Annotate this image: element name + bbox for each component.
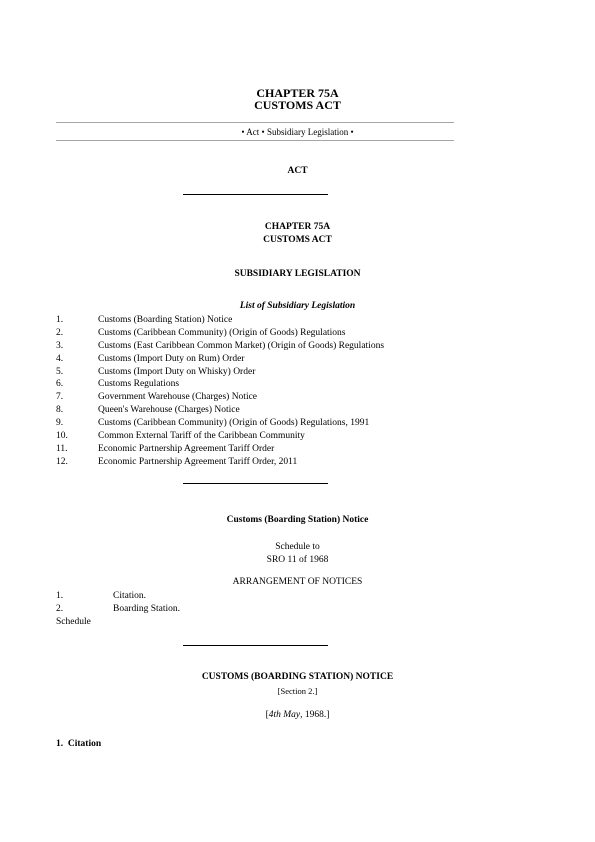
nav-bullet: • [261, 127, 265, 137]
list-item-text[interactable]: Common External Tariff of the Caribbean Community [98, 431, 305, 442]
subsidiary-list [56, 314, 476, 469]
list-item-text[interactable]: Queen's Warehouse (Charges) Notice [98, 405, 240, 416]
date-day-month: 4th May [268, 710, 301, 720]
date-open: [ [265, 710, 269, 720]
chapter-heading: CHAPTER 75A [264, 222, 331, 232]
list-item[interactable] [56, 353, 476, 366]
nav-top-rule [56, 122, 454, 123]
list-item-number: 12. [56, 456, 68, 467]
nav-bullet: • [241, 127, 245, 137]
arrangement-heading: ARRANGEMENT OF NOTICES [232, 577, 363, 587]
act-heading: ACT [287, 166, 308, 176]
arrangement-item-text[interactable]: Boarding Station. [113, 603, 181, 614]
list-item[interactable] [56, 378, 476, 391]
arrangement-item[interactable] [56, 603, 356, 616]
section-number: 1. [56, 739, 64, 749]
list-item-number: 4. [56, 353, 64, 364]
arrangement-item[interactable] [56, 616, 356, 629]
chapter-title: CHAPTER 75A [256, 86, 339, 100]
list-item-text[interactable]: Customs Regulations [98, 379, 180, 390]
list-item-text[interactable]: Economic Partnership Agreement Tariff Order [98, 443, 275, 454]
arrangement-list [56, 590, 356, 629]
arrangement-item[interactable] [56, 590, 356, 603]
divider-rule [183, 483, 328, 484]
list-item[interactable] [56, 443, 476, 456]
list-item[interactable] [56, 456, 476, 469]
section-nav [0, 127, 595, 137]
commencement-date [0, 710, 595, 720]
act-subheading: CUSTOMS ACT [263, 235, 332, 245]
date-rest: , 1968.] [300, 710, 330, 720]
nav-link-subsidiary-legislation[interactable]: Subsidiary Legislation [266, 127, 349, 137]
list-item-number: 9. [56, 418, 64, 429]
section-title: Citation [67, 739, 102, 749]
list-item[interactable] [56, 366, 476, 379]
arrangement-item-number: 2. [56, 603, 64, 614]
list-item-number: 3. [56, 340, 64, 351]
schedule-to: Schedule to [275, 542, 320, 552]
list-item[interactable] [56, 404, 476, 417]
list-item-text[interactable]: Customs (Caribbean Community) (Origin of Goods) Regulations [98, 327, 346, 338]
arrangement-item-text[interactable]: Citation. [113, 591, 146, 601]
list-title: List of Subsidiary Legislation [239, 301, 356, 311]
arrangement-schedule[interactable]: Schedule [56, 616, 91, 627]
list-item[interactable] [56, 340, 476, 353]
list-item-number: 7. [56, 392, 64, 403]
list-item-text[interactable]: Customs (East Caribbean Common Market) (Origin of Goods) Regulations [98, 340, 385, 351]
sro-reference: SRO 11 of 1968 [266, 555, 329, 565]
nav-bottom-rule [56, 140, 454, 141]
list-item[interactable] [56, 314, 476, 327]
list-item-text[interactable]: Economic Partnership Agreement Tariff Order, 2011 [98, 456, 298, 467]
list-item-text[interactable]: Customs (Boarding Station) Notice [98, 315, 233, 325]
notice-heading: Customs (Boarding Station) Notice [226, 515, 369, 525]
list-item-number: 11. [56, 443, 68, 454]
list-item-number: 10. [56, 431, 68, 442]
list-item-number: 1. [56, 315, 64, 325]
section-heading [56, 739, 101, 749]
act-title: CUSTOMS ACT [254, 98, 341, 112]
list-item-number: 8. [56, 405, 64, 416]
list-item-number: 2. [56, 327, 64, 338]
nav-link-act[interactable]: Act [246, 127, 260, 137]
divider-rule [183, 645, 328, 646]
list-item-number: 5. [56, 366, 64, 377]
list-item[interactable] [56, 327, 476, 340]
subsidiary-legislation-heading: SUBSIDIARY LEGISLATION [234, 269, 361, 279]
list-item-number: 6. [56, 379, 64, 390]
section-reference: [Section 2.] [277, 686, 318, 696]
list-item-text[interactable]: Customs (Caribbean Community) (Origin of Goods) Regulations, 1991 [98, 418, 370, 429]
list-item-text[interactable]: Customs (Import Duty on Rum) Order [98, 353, 245, 364]
list-item[interactable] [56, 430, 476, 443]
list-item[interactable] [56, 417, 476, 430]
arrangement-item-number: 1. [56, 591, 64, 601]
nav-bullet: • [350, 127, 354, 137]
notice-title: CUSTOMS (BOARDING STATION) NOTICE [201, 672, 394, 682]
divider-rule [183, 194, 328, 195]
list-item[interactable] [56, 391, 476, 404]
list-item-text[interactable]: Customs (Import Duty on Whisky) Order [98, 366, 256, 377]
list-item-text[interactable]: Government Warehouse (Charges) Notice [98, 392, 258, 403]
